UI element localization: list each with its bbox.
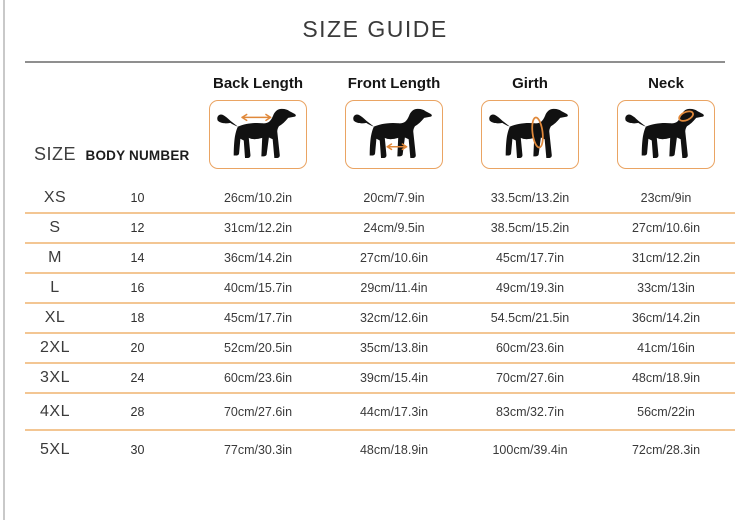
page-title: SIZE GUIDE	[302, 16, 448, 42]
size-cell: L	[50, 279, 60, 296]
size-cell: M	[48, 249, 62, 266]
neck-cell: 48cm/18.9in	[631, 371, 701, 385]
girth-icon-cell	[462, 99, 598, 170]
column-header-size: SIZE	[33, 144, 76, 164]
size-cell: XL	[44, 309, 66, 326]
size-cell: XS	[43, 189, 67, 206]
front-length-arrow	[387, 144, 406, 149]
size-cell: 4XL	[40, 402, 70, 420]
back-length-cell: 31cm/12.2in	[223, 221, 293, 235]
size-cell: 5XL	[40, 440, 70, 458]
body-number-cell: 10	[130, 191, 145, 205]
front-length-cell: 29cm/11.4in	[360, 281, 428, 295]
measure-header-row	[25, 75, 735, 92]
column-header-front-length: Front Length	[347, 75, 441, 92]
table-rows	[25, 184, 735, 468]
column-header-back-length: Back Length	[212, 75, 303, 92]
front-length-cell: 48cm/18.9in	[359, 442, 429, 457]
size-cell: 2XL	[40, 339, 70, 356]
front-length-cell: 24cm/9.5in	[363, 221, 425, 235]
dog-girth-icon	[481, 100, 579, 169]
dog-front-length-icon	[345, 100, 443, 169]
body-number-cell: 18	[130, 311, 145, 325]
body-number-cell: 28	[130, 404, 145, 419]
back-length-cell: 77cm/30.3in	[223, 442, 293, 457]
front-length-icon-cell	[326, 99, 462, 170]
table-row	[25, 334, 735, 364]
back-length-icon-cell	[190, 99, 326, 170]
body-number-cell: 14	[130, 251, 145, 265]
table-row	[25, 244, 735, 274]
girth-cell: 60cm/23.6in	[495, 341, 565, 355]
size-cell: 3XL	[40, 369, 70, 386]
body-number-cell: 30	[130, 442, 145, 457]
girth-cell: 38.5cm/15.2in	[490, 221, 570, 235]
column-header-body-number: BODY NUMBER	[85, 148, 190, 163]
front-length-cell: 39cm/15.4in	[359, 371, 429, 385]
girth-cell: 33.5cm/13.2in	[490, 191, 570, 205]
table-row	[25, 274, 735, 304]
size-cell: S	[49, 219, 61, 236]
size-guide-table	[25, 75, 735, 468]
neck-cell: 36cm/14.2in	[631, 311, 701, 325]
girth-cell: 45cm/17.7in	[495, 251, 565, 265]
front-length-cell: 27cm/10.6in	[359, 251, 429, 265]
body-number-cell: 12	[130, 221, 145, 235]
girth-cell: 54.5cm/21.5in	[490, 311, 570, 325]
table-row	[25, 431, 735, 468]
front-length-cell: 20cm/7.9in	[363, 191, 425, 205]
neck-cell: 41cm/16in	[637, 341, 695, 355]
girth-cell: 70cm/27.6in	[495, 371, 565, 385]
girth-cell: 100cm/39.4in	[492, 442, 568, 457]
page-left-border	[3, 0, 5, 520]
title-divider	[25, 61, 725, 63]
back-length-arrow	[242, 114, 270, 120]
back-length-cell: 26cm/10.2in	[223, 191, 293, 205]
front-length-cell: 44cm/17.3in	[359, 404, 429, 419]
body-number-cell: 16	[130, 281, 145, 295]
neck-cell: 23cm/9in	[640, 191, 692, 205]
neck-cell: 56cm/22in	[637, 404, 695, 419]
body-number-cell: 20	[130, 341, 145, 355]
back-length-cell: 36cm/14.2in	[223, 251, 293, 265]
icon-header-row	[25, 99, 735, 170]
table-row	[25, 394, 735, 431]
dog-back-length-icon	[209, 100, 307, 169]
table-row	[25, 304, 735, 334]
back-length-cell: 40cm/15.7in	[223, 281, 293, 295]
body-number-cell: 24	[130, 371, 145, 385]
table-row	[25, 184, 735, 214]
back-length-cell: 70cm/27.6in	[223, 404, 293, 419]
column-header-neck: Neck	[648, 75, 684, 92]
neck-cell: 72cm/28.3in	[631, 442, 701, 457]
girth-cell: 83cm/32.7in	[495, 404, 565, 419]
column-header-girth: Girth	[512, 75, 548, 92]
back-length-cell: 60cm/23.6in	[223, 371, 293, 385]
neck-cell: 27cm/10.6in	[631, 221, 701, 235]
front-length-cell: 32cm/12.6in	[359, 311, 429, 325]
table-row	[25, 214, 735, 244]
back-length-cell: 45cm/17.7in	[223, 311, 293, 325]
neck-cell: 31cm/12.2in	[631, 251, 701, 265]
back-length-cell: 52cm/20.5in	[223, 341, 293, 355]
girth-cell: 49cm/19.3in	[495, 281, 565, 295]
neck-cell: 33cm/13in	[637, 281, 695, 295]
neck-icon-cell	[598, 99, 734, 170]
front-length-cell: 35cm/13.8in	[359, 341, 429, 355]
table-row	[25, 364, 735, 394]
dog-neck-icon	[617, 100, 715, 169]
